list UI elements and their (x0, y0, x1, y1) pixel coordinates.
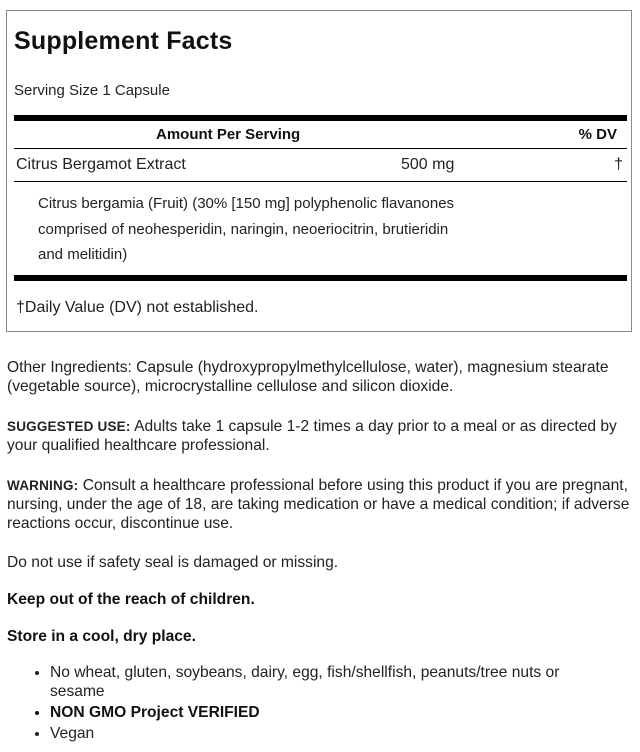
header-divider (14, 148, 627, 149)
percent-dv-header: % DV (578, 126, 617, 143)
seal-notice: Do not use if safety seal is damaged or missing. (7, 554, 339, 571)
suggested-use (7, 417, 632, 455)
serving-size: Serving Size 1 Capsule (14, 82, 170, 99)
thick-divider-bottom (14, 275, 627, 281)
feature-item: • No wheat, gluten, soybeans, dairy, egg, fish/shellfish, peanuts/tree nuts or sesame (50, 663, 610, 701)
ingredient-description: Citrus bergamia (Fruit) (30% [150 mg] polyphenolic flavanones comprised of neohesperidin, naringin, neoeriocitrin, brutieridin and melitidin) (38, 195, 455, 263)
ingredient-dv: † (614, 156, 623, 173)
feature-item: • Vegan (50, 724, 610, 743)
feature-list (0, 663, 610, 745)
ingredient-name: Citrus Bergamot Extract (16, 156, 186, 173)
suggested-use-label: SUGGESTED USE: (7, 419, 131, 434)
storage-instructions: Store in a cool, dry place. (7, 628, 196, 645)
other-ingredients: Other Ingredients: Capsule (hydroxypropylmethylcellulose, water), magnesium stearate (vegetable source), microcrystalline cellulose and silicon dioxide. (7, 359, 609, 395)
suggested-use-text: Adults take 1 capsule 1-2 times a day prior to a meal or as directed by your qualified healthcare professional. (7, 418, 617, 454)
thick-divider-top (14, 115, 627, 121)
supplement-facts-title: Supplement Facts (14, 27, 233, 55)
amount-per-serving-header: Amount Per Serving (156, 126, 301, 143)
warning (7, 476, 632, 533)
keep-out-of-reach: Keep out of the reach of children. (7, 591, 255, 608)
dv-footnote: †Daily Value (DV) not established. (16, 299, 259, 316)
feature-item: • NON GMO Project VERIFIED (50, 703, 610, 722)
row-divider (14, 181, 627, 182)
ingredient-amount: 500 mg (401, 156, 455, 173)
warning-text: Consult a healthcare professional before using this product if you are pregnant, nursing, under the age of 18, are taking medication or have a medical condition; if adverse reactions occur, discontinue use. (7, 477, 630, 532)
warning-label: WARNING: (7, 478, 79, 493)
